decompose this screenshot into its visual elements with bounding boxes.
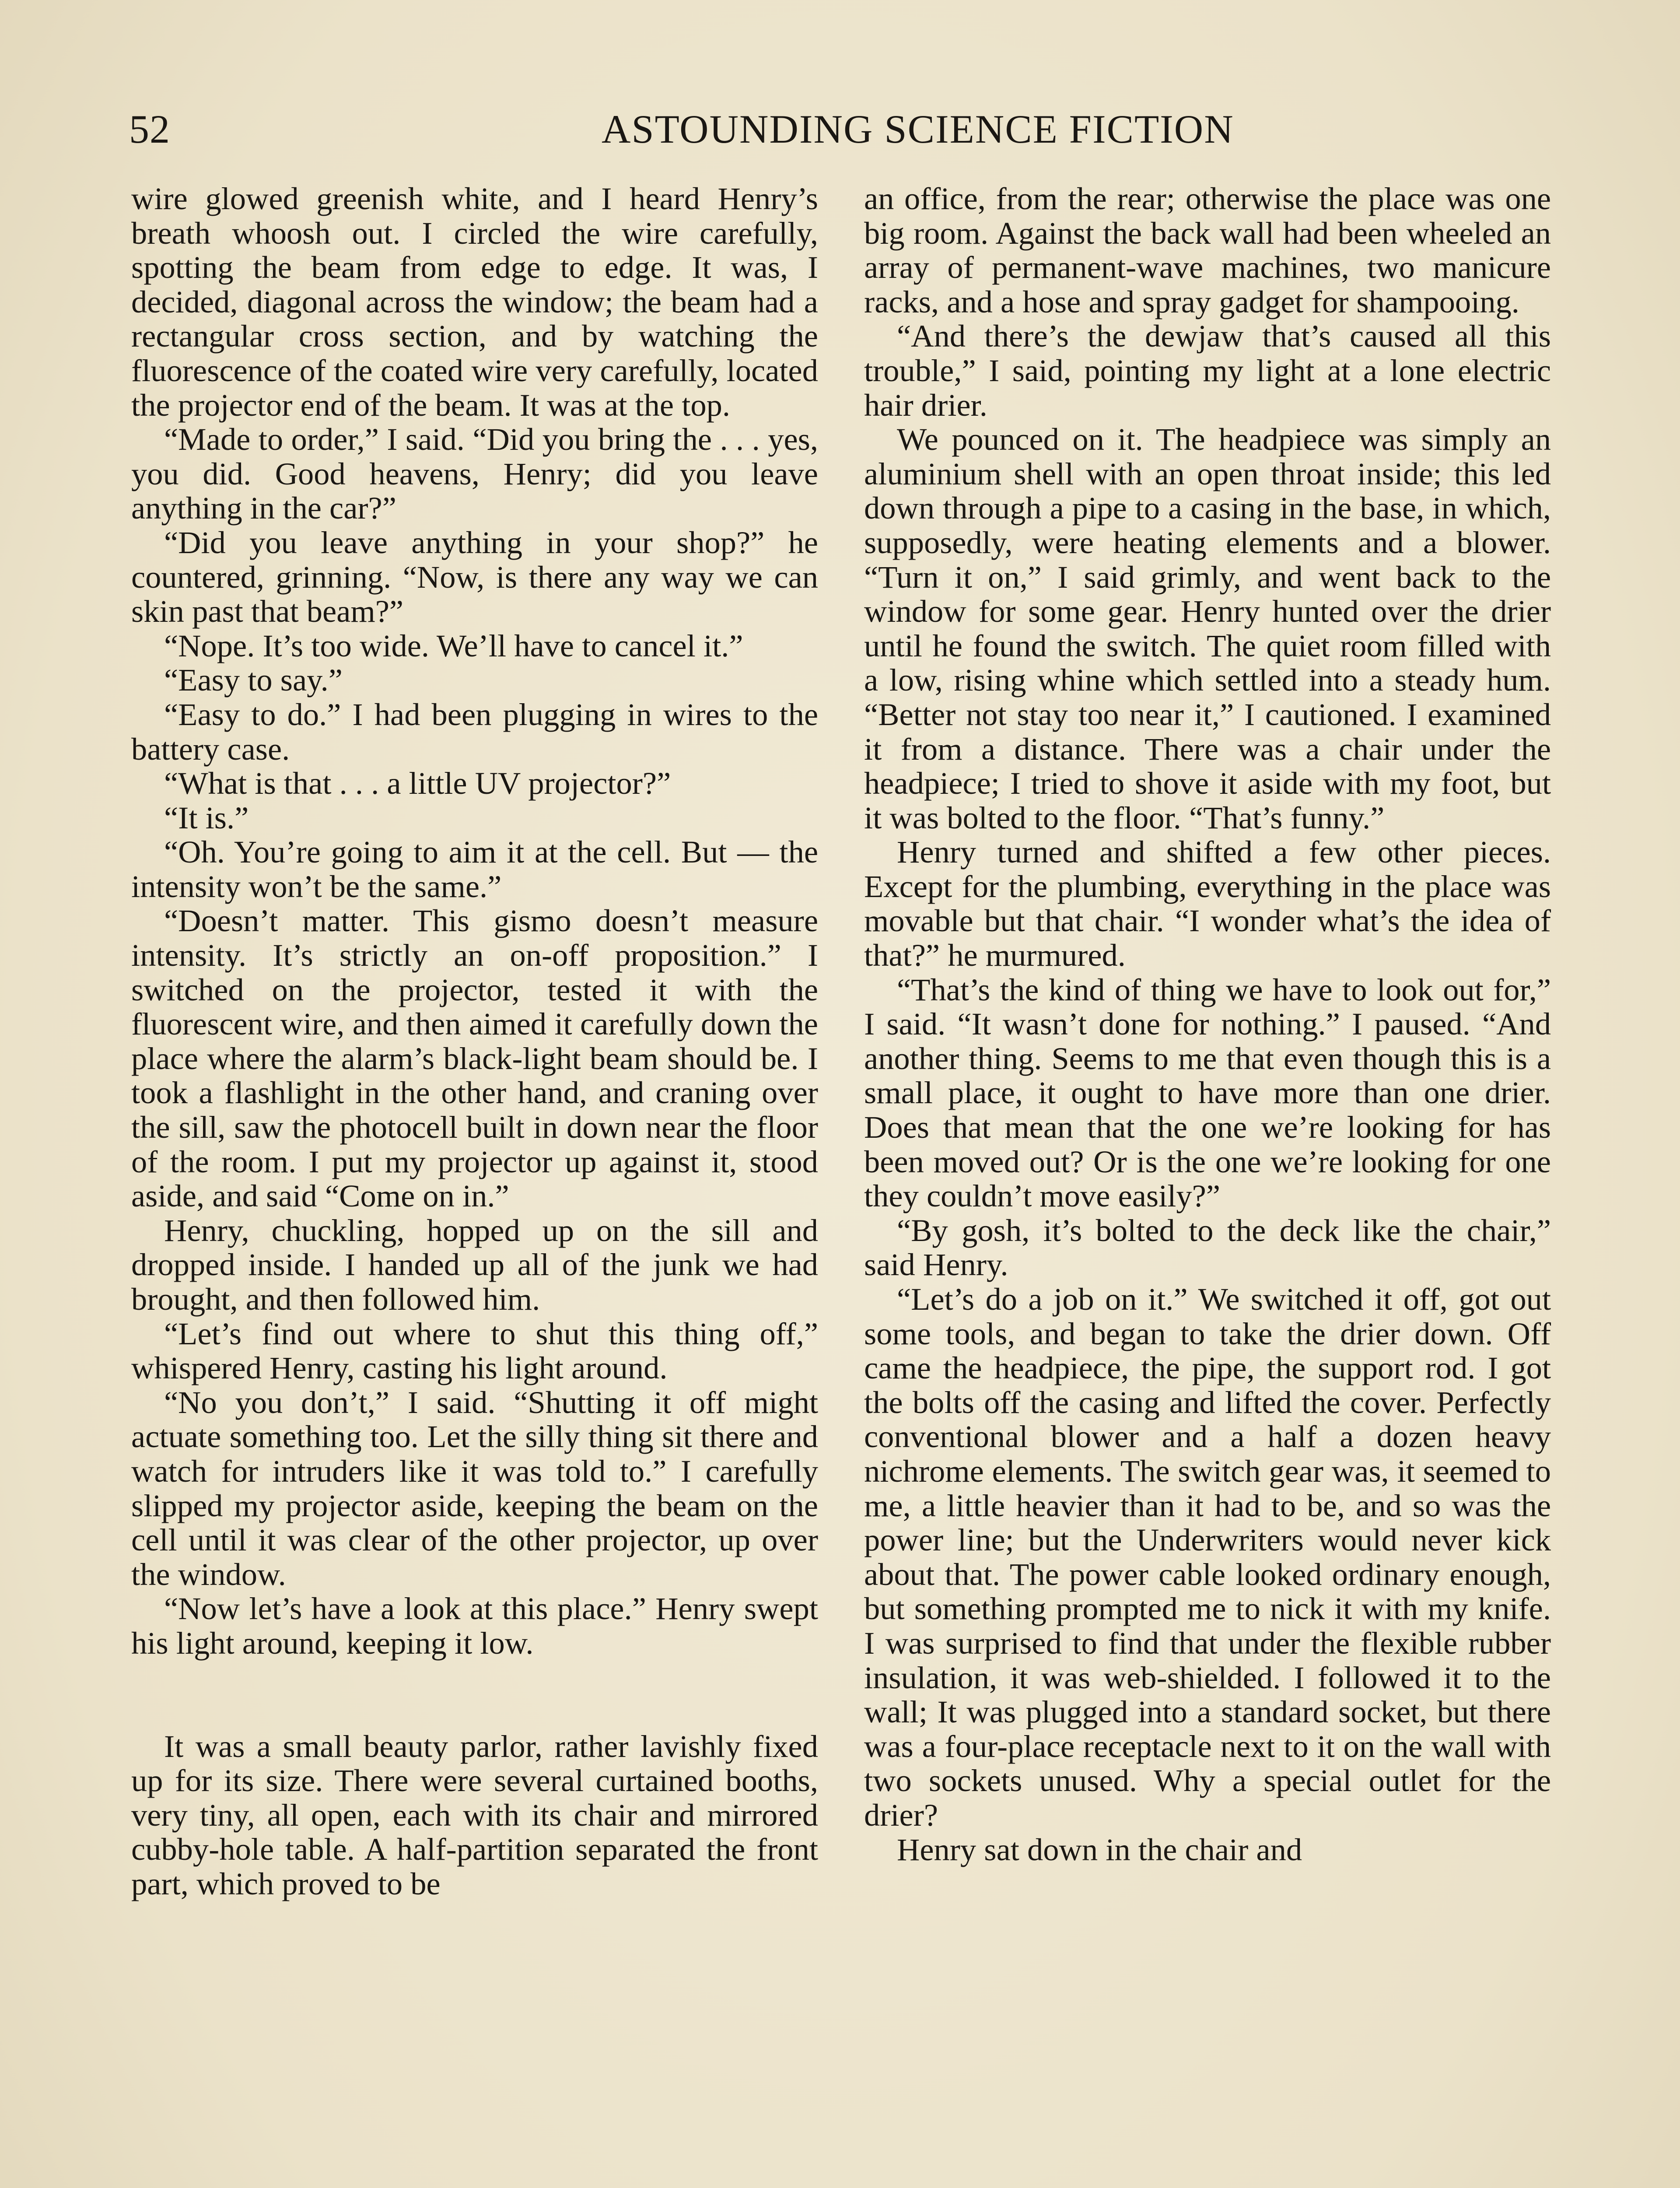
paragraph: “What is that . . . a little UV projector?” (164, 765, 671, 801)
paragraph: “By gosh, it’s bolted to the deck like the chair,” said Henry. (864, 1212, 1551, 1283)
right-column (864, 182, 1551, 1867)
left-column (131, 182, 818, 1901)
paragraph: “That’s the kind of thing we have to look out for,” I said. “It wasn’t done for nothing.” I paused. “And another thing. Seems to me that even though this is a small place, it ought to have more than one drier. Does that mean that the one we’re looking for has been moved out? Or is the one we’re looking for one they couldn’t move easily?” (864, 971, 1551, 1214)
paragraph: “Made to order,” I said. “Did you bring the . . . yes, you did. Good heavens, Henry; did you leave anything in the car?” (131, 421, 818, 526)
paragraph: “Easy to say.” (164, 662, 343, 698)
paragraph: “Let’s do a job on it.” We switched it off, got out some tools, and began to take the drier down. Off came the headpiece, the pipe, the support rod. I got the bolts off the casing and lifted the cover. Perfectly conventional blower and a half a dozen heavy nichrome elements. The switch gear was, it seemed to me, a little heavier than it had to be, and so was the power line; but the Underwriters would never kick about that. The power cable looked ordinary enough, but something prompted me to nick it with my knife. I was surprised to find that under the flexible rubber insulation, it was web-shielded. I followed it to the wall; It was plugged into a standard socket, but there was a four-place receptacle next to it on the wall with two sockets unused. Why a special outlet for the drier? (864, 1281, 1551, 1833)
paragraph: “And there’s the dewjaw that’s caused all this trouble,” I said, pointing my light at a lone electric hair drier. (864, 318, 1551, 423)
paragraph: “Did you leave anything in your shop?” he countered, grinning. “Now, is there any way we can skin past that beam?” (131, 524, 818, 629)
paragraph: “Doesn’t matter. This gismo doesn’t measure intensity. It’s strictly an on-off proposition.” I switched on the projector, tested it with the fluorescent wire, and then aimed it carefully down the place where the alarm’s black-light beam should be. I took a flashlight in the other hand, and craning over the sill, saw the photocell built in down near the floor of the room. I put my projector up against it, stood aside, and said “Come on in.” (131, 903, 818, 1214)
paragraph: “Nope. It’s too wide. We’ll have to cancel it.” (164, 628, 743, 663)
running-title: ASTOUNDING SCIENCE FICTION (602, 107, 1234, 151)
paragraph: an office, from the rear; otherwise the place was one big room. Against the back wall had been wheeled an array of permanent-wave machines, two manicure racks, and a hose and spray gadget for shampooing. (864, 181, 1551, 319)
paragraph: “Easy to do.” I had been plugging in wires to the battery case. (131, 696, 818, 767)
paragraph: “Let’s find out where to shut this thing off,” whispered Henry, casting his light around. (131, 1315, 818, 1386)
paragraph: We pounced on it. The headpiece was simply an aluminium shell with an open throat inside; this led down through a pipe to a casing in the base, in which, supposedly, were heating elements and a blower. “Turn it on,” I said grimly, and went back to the window for some gear. Henry hunted over the drier until he found the switch. The quiet room filled with a low, rising whine which settled into a steady hum. “Better not stay too near it,” I cautioned. I examined it from a distance. There was a chair under the headpiece; I tried to shove it aside with my foot, but it was bolted to the floor. “That’s funny.” (864, 421, 1551, 835)
page-header (129, 103, 1555, 155)
paragraph: Henry sat down in the chair and (897, 1831, 1302, 1867)
paragraph: Henry turned and shifted a few other pieces. Except for the plumbing, everything in the place was movable but that chair. “I wonder what’s the idea of that?” he murmured. (864, 834, 1551, 973)
paragraph: “Now let’s have a look at this place.” Henry swept his light around, keeping it low. (131, 1591, 818, 1661)
paragraph: Henry, chuckling, hopped up on the sill and dropped inside. I handed up all of the junk we had brought, and then followed him. (131, 1212, 818, 1317)
paragraph: “Oh. You’re going to aim it at the cell. But — the intensity won’t be the same.” (131, 834, 818, 904)
paragraph: It was a small beauty parlor, rather lavishly fixed up for its size. There were several curtained booths, very tiny, all open, each with its chair and mirrored cubby-hole table. A half-partition separated the front part, which proved to be (131, 1728, 818, 1901)
paragraph: “It is.” (164, 799, 249, 835)
paragraph: “No you don’t,” I said. “Shutting it off might actuate something too. Let the silly thing sit there and watch for intruders like it was told to.” I carefully slipped my projector aside, keeping the beam on the cell until it was clear of the other projector, up over the window. (131, 1384, 818, 1592)
paragraph: wire glowed greenish white, and I heard Henry’s breath whoosh out. I circled the wire carefully, spotting the beam from edge to edge. It was, I decided, diagonal across the window; the beam had a rectangular cross section, and by watching the fluorescence of the coated wire very carefully, located the projector end of the beam. It was at the top. (131, 181, 818, 423)
page-number: 52 (129, 107, 170, 151)
